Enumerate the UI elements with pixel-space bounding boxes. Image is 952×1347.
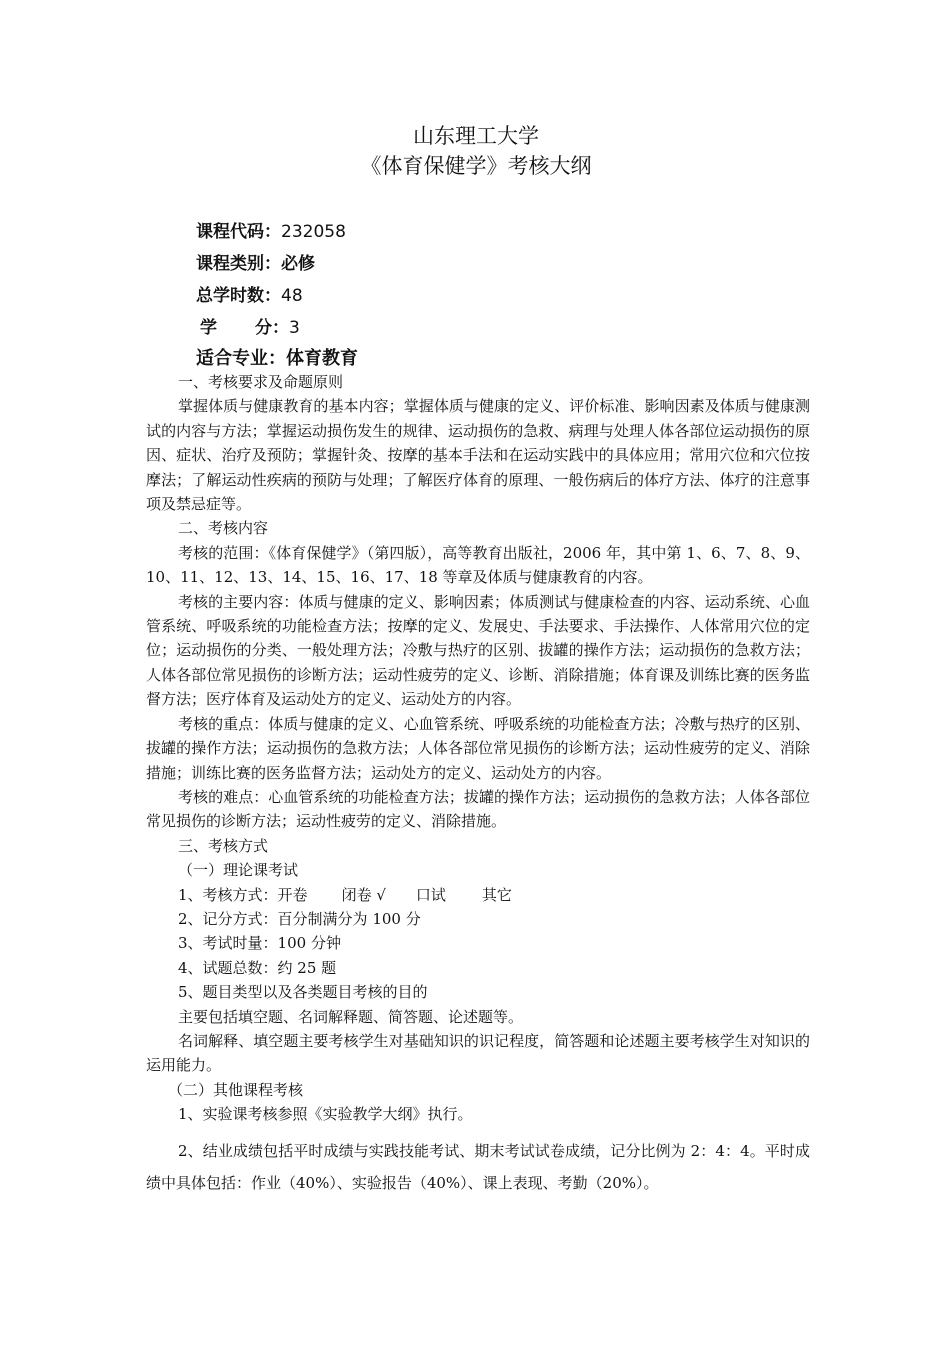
course-code-value: 232058 bbox=[281, 222, 346, 242]
section-1-heading: 一、考核要求及命题原则 bbox=[178, 373, 344, 391]
total-hours-value: 48 bbox=[281, 286, 303, 306]
major-label: 适合专业： bbox=[196, 348, 286, 369]
course-type-row bbox=[196, 253, 315, 275]
course-code-row bbox=[196, 221, 346, 243]
section-2-difficult-points: 考核的难点：心血管系统的功能检查方法；拔罐的操作方法；运动损伤的急救方法；人体各部位常见损伤的诊断方法；运动性疲劳的定义、消除措施。 bbox=[146, 787, 810, 831]
section-2-scope: 考核的范围：《体育保健学》（第四版），高等教育出版社，2006 年，其中第 1、6、7、8、9、10、11、12、13、14、15、16、17、18 等章及体质与健康教育的内容。 bbox=[146, 543, 810, 587]
section-3-sub1-heading: （一）理论课考试 bbox=[178, 861, 299, 880]
exam-method-label: 1、考核方式： bbox=[178, 885, 278, 904]
option-oral: 口试 bbox=[415, 885, 446, 904]
scoring-method: 2、记分方式：百分制满分为 100 分 bbox=[178, 909, 421, 928]
question-count: 4、试题总数：约 25 题 bbox=[178, 958, 337, 977]
credits-label-b: 分： bbox=[255, 318, 289, 338]
credits-label-a: 学 bbox=[200, 318, 217, 338]
final-grade-note: 2、结业成绩包括平时成绩与实践技能考试、期末考试试卷成绩，记分比例为 2：4：4。平时成绩中具体包括：作业（40%）、实验报告（40%）、课上表现、考勤（20%）。 bbox=[146, 1141, 810, 1192]
section-2-heading: 二、考核内容 bbox=[178, 519, 269, 538]
option-closed-book: 闭卷 √ bbox=[341, 885, 386, 904]
university-name: 山东理工大学 bbox=[413, 124, 539, 148]
document-body bbox=[146, 370, 810, 1199]
course-code-label: 课程代码： bbox=[196, 222, 281, 242]
option-open-book: 开卷 bbox=[277, 885, 308, 904]
question-types-purpose: 名词解释、填空题主要考核学生对基础知识的识记程度，简答题和论述题主要考核学生对知识的运用能力。 bbox=[146, 1031, 810, 1075]
exam-method-row bbox=[146, 883, 810, 907]
course-type-label: 课程类别： bbox=[196, 254, 281, 274]
total-hours-label: 总学时数： bbox=[196, 286, 281, 306]
question-types-list: 主要包括填空题、名词解释题、简答题、论述题等。 bbox=[178, 1007, 524, 1026]
total-hours-row bbox=[196, 285, 303, 307]
course-type-value: 必修 bbox=[281, 254, 315, 274]
exam-duration: 3、考试时量：100 分钟 bbox=[178, 934, 341, 953]
section-2-main-content: 考核的主要内容：体质与健康的定义、影响因素；体质测试与健康检查的内容、运动系统、心血管系统、呼吸系统的功能检查方法；按摩的定义、发展史、手法要求、手法操作、人体常用穴位的定位；运动损伤的分类、一般处理方法；冷敷与热疗的区别、拔罐的操作方法；运动损伤的急救方法；人体各部位常见损伤的诊断方法；运动性疲劳的定义、诊断、消除措施；体育课及训练比赛的医务监督方法；医疗体育及运动处方的定义、运动处方的内容。 bbox=[146, 592, 810, 709]
credits-value: 3 bbox=[289, 318, 300, 338]
section-1-body: 掌握体质与健康教育的基本内容；掌握体质与健康的定义、评价标准、影响因素及体质与健康测试的内容与方法；掌握运动损伤发生的规律、运动损伤的急救、病理与处理人体各部位运动损伤的原因、症状、治疗及预防；掌握针灸、按摩的基本手法和在运动实践中的具体应用；常用穴位和穴位按摩法；了解运动性疾病的预防与处理；了解医疗体育的原理、一般伤病后的体疗方法、体疗的注意事项及禁忌症等。 bbox=[146, 397, 810, 514]
credits-row bbox=[200, 317, 300, 339]
lab-exam-note: 1、实验课考核参照《实验教学大纲》执行。 bbox=[178, 1105, 473, 1124]
document-title: 《体育保健学》考核大纲 bbox=[360, 154, 592, 178]
option-other: 其它 bbox=[481, 885, 512, 904]
section-2-key-points: 考核的重点：体质与健康的定义、心血管系统、呼吸系统的功能检查方法；冷敷与热疗的区别、拔罐的操作方法；运动损伤的急救方法；人体各部位常见损伤的诊断方法；运动性疲劳的定义、消除措施；训练比赛的医务监督方法；运动处方的定义、运动处方的内容。 bbox=[146, 714, 810, 782]
question-types-heading: 5、题目类型以及各类题目考核的目的 bbox=[178, 983, 428, 1002]
section-3-heading: 三、考核方式 bbox=[178, 836, 269, 855]
major-value: 体育教育 bbox=[286, 348, 358, 369]
section-3-sub2-heading: （二）其他课程考核 bbox=[168, 1080, 304, 1099]
major-row bbox=[196, 348, 358, 370]
